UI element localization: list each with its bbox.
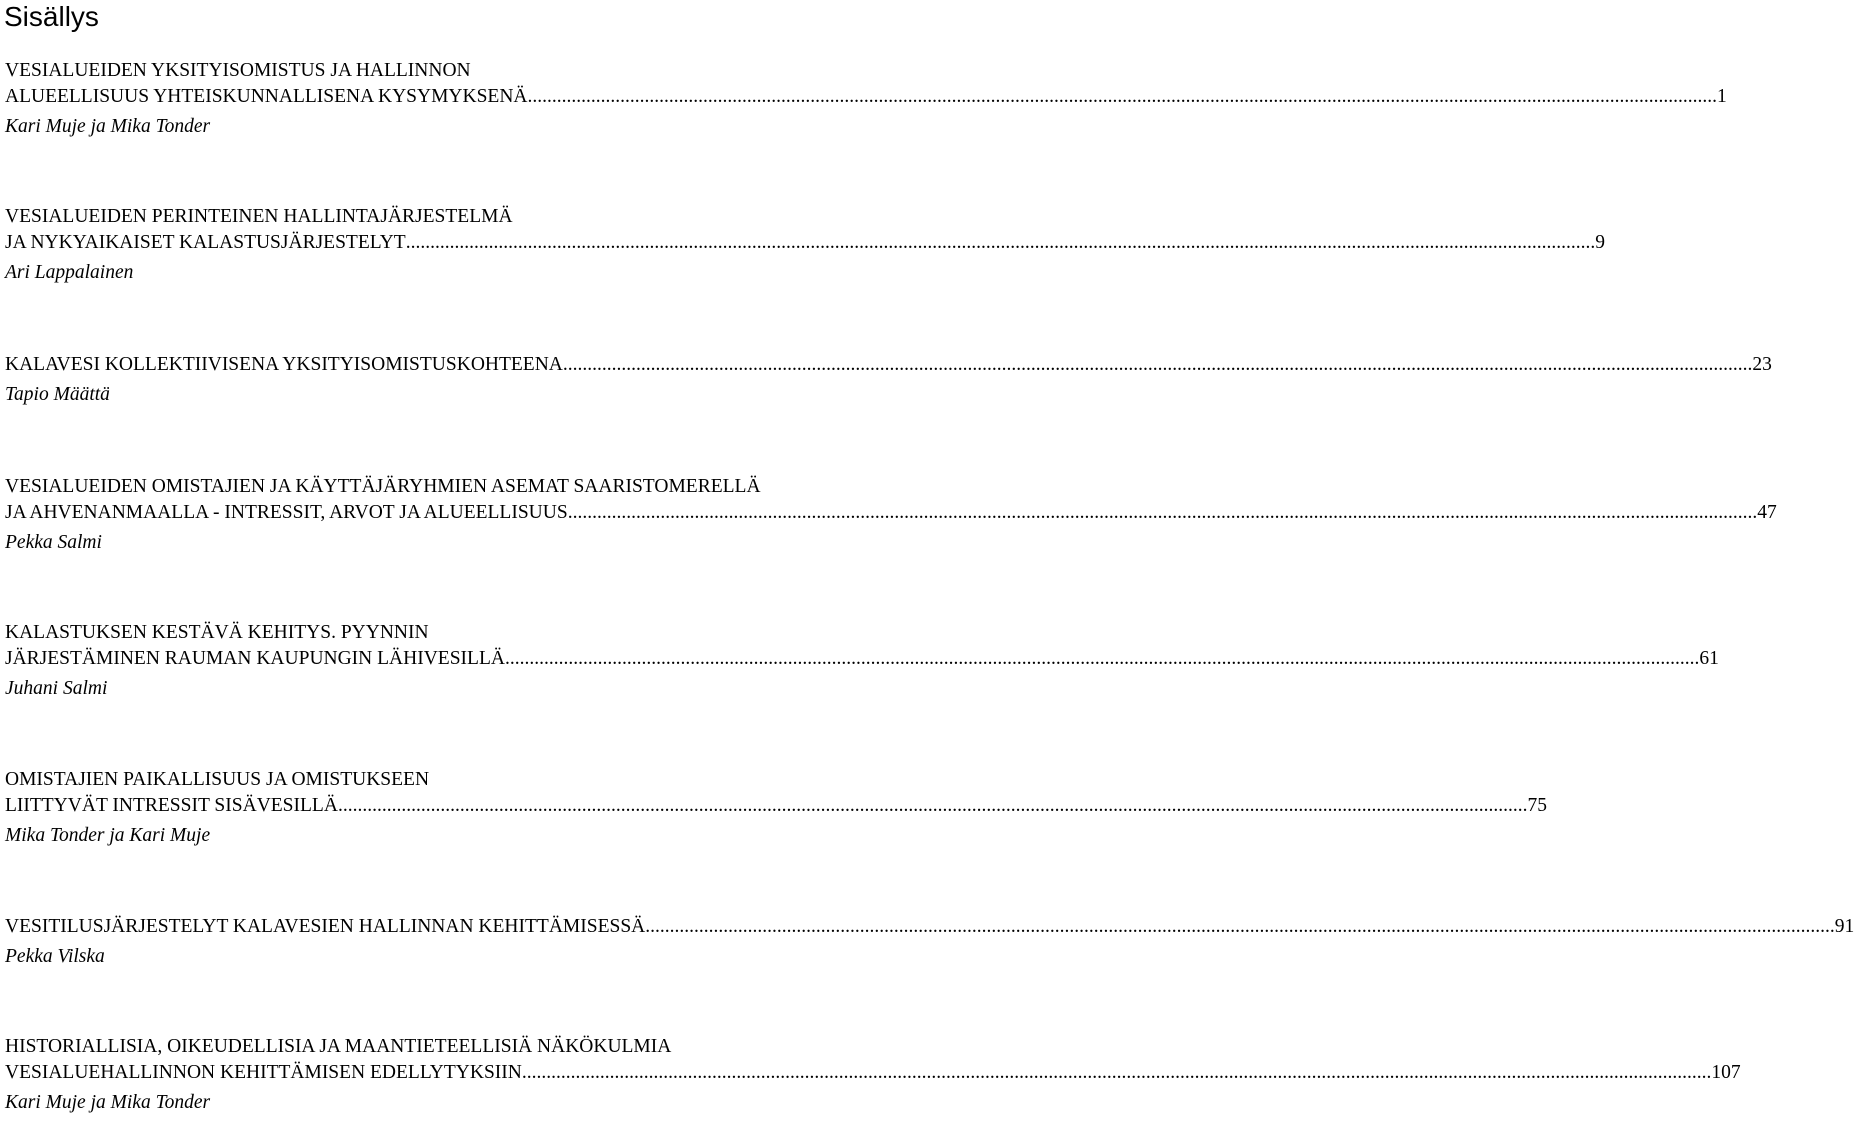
dot-leader (406, 230, 1596, 256)
entry-title-line (5, 646, 1719, 672)
entry-title-text: JA NYKYAIKAISET KALASTUSJÄRJESTELYT (5, 232, 406, 253)
entry-title-text: JA AHVENANMAALLA - INTRESSIT, ARVOT JA ALUEELLISUUS (5, 502, 568, 523)
entry-title-line (5, 204, 957, 230)
entry-title-line (5, 500, 1777, 526)
dot-leader (522, 1060, 1712, 1086)
entry-title-text: VESIALUEIDEN PERINTEINEN HALLINTAJÄRJESTELMÄ (5, 206, 513, 227)
entry-title-line (5, 84, 1727, 110)
toc-entry (5, 58, 1727, 141)
entry-title-text: OMISTAJIEN PAIKALLISUUS JA OMISTUKSEEN (5, 769, 430, 790)
dot-leader (645, 914, 1835, 940)
page-title: Sisällys (4, 1, 99, 32)
entry-title-text: VESIALUEIDEN OMISTAJIEN JA KÄYTTÄJÄRYHMIEN ASEMAT SAARISTOMERELLÄ (5, 476, 761, 497)
entry-title-line (5, 793, 1547, 819)
entry-title-line (5, 1060, 1741, 1086)
entry-title-line (5, 767, 957, 793)
entry-author: Pekka Vilska (5, 946, 105, 967)
entry-title-text: VESIALUEHALLINNON KEHITTÄMISEN EDELLYTYKSIIN (5, 1062, 522, 1083)
toc-entry (5, 620, 1719, 703)
dot-leader (338, 793, 1528, 819)
entry-title-line (5, 914, 1854, 940)
entry-title-line (5, 474, 957, 500)
toc-entry (5, 914, 1854, 971)
toc-entry (5, 352, 1772, 409)
entry-title-text: VESIALUEIDEN YKSITYISOMISTUS JA HALLINNON (5, 60, 471, 81)
entry-title-text: VESITILUSJÄRJESTELYT KALAVESIEN HALLINNAN KEHITTÄMISESSÄ (5, 916, 646, 937)
page-number: 107 (1711, 1062, 1741, 1083)
toc-entry (5, 204, 1605, 287)
entry-title-text: KALASTUKSEN KESTÄVÄ KEHITYS. PYYNNIN (5, 622, 429, 643)
entry-title-text: LIITTYVÄT INTRESSIT SISÄVESILLÄ (5, 795, 338, 816)
entry-author: Tapio Määttä (5, 384, 110, 405)
entry-title-line (5, 1034, 957, 1060)
page-number: 75 (1527, 795, 1547, 816)
entry-title-line (5, 230, 1605, 256)
entry-title-text: JÄRJESTÄMINEN RAUMAN KAUPUNGIN LÄHIVESILLÄ. (5, 648, 510, 669)
entry-author: Kari Muje ja Mika Tonder (5, 1092, 211, 1113)
toc-entry (5, 1034, 1741, 1117)
entry-author: Ari Lappalainen (5, 262, 134, 283)
page-number: 47 (1757, 502, 1777, 523)
dot-leader (563, 352, 1753, 378)
page-number: 1 (1717, 86, 1727, 107)
dot-leader (528, 84, 1718, 110)
dot-leader (568, 500, 1758, 526)
page-number: 9 (1595, 232, 1605, 253)
entry-title-line (5, 58, 957, 84)
entry-title-text: ALUEELLISUUS YHTEISKUNNALLISENA KYSYMYKSENÄ (5, 86, 528, 107)
entry-title-line (5, 352, 1772, 378)
entry-author: Pekka Salmi (5, 532, 102, 553)
entry-author: Mika Tonder ja Kari Muje (5, 825, 211, 846)
page-number: 91 (1834, 916, 1854, 937)
entry-title-text: HISTORIALLISIA, OIKEUDELLISIA JA MAANTIETEELLISIÄ NÄKÖKULMIA (5, 1036, 672, 1057)
toc-entry (5, 474, 1777, 557)
entry-title-text: KALAVESI KOLLEKTIIVISENA YKSITYISOMISTUSKOHTEENA (5, 354, 563, 375)
entry-author: Kari Muje ja Mika Tonder (5, 116, 211, 137)
entry-author: Juhani Salmi (5, 678, 108, 699)
page-number: 61 (1699, 648, 1719, 669)
dot-leader (510, 646, 1700, 672)
entry-title-line (5, 620, 957, 646)
toc-entry (5, 767, 1547, 850)
page-number: 23 (1752, 354, 1772, 375)
